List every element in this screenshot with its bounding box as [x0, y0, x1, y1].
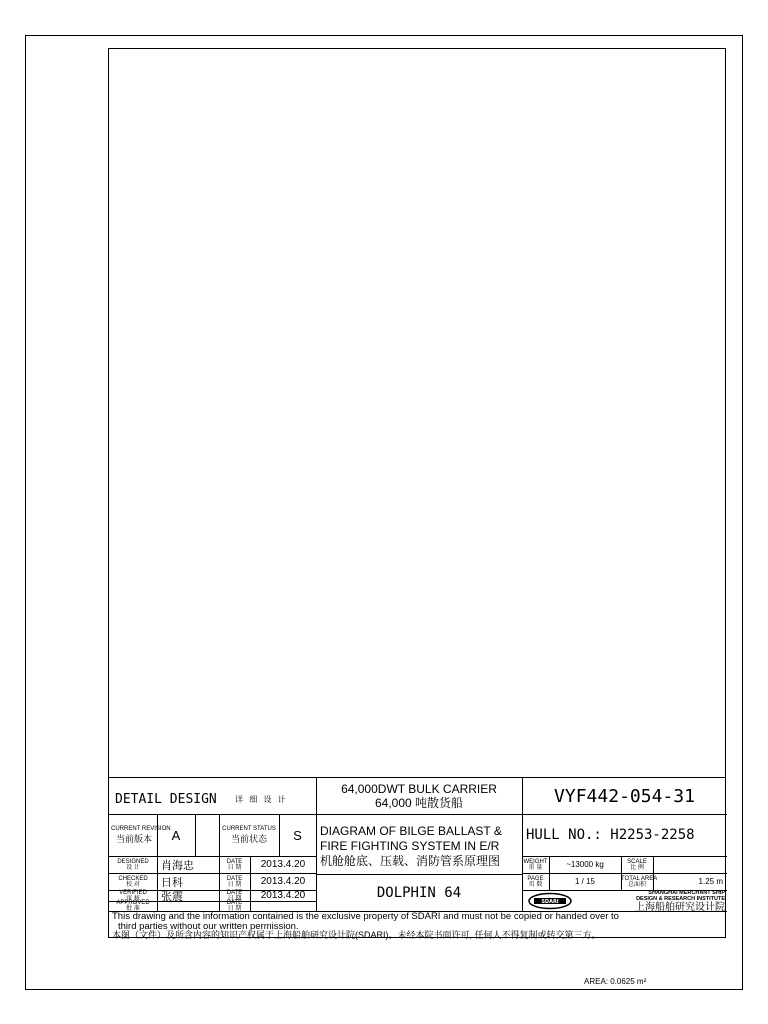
- status-value: S: [293, 827, 302, 843]
- hull-number: HULL NO.: H2253-2258: [526, 827, 695, 843]
- revision-value: A: [171, 827, 181, 843]
- project-name: [316, 778, 522, 814]
- drawing-title-en-1: DIAGRAM OF BILGE BALLAST &: [320, 823, 502, 838]
- project-name-en: 64,000DWT BULK CARRIER: [341, 782, 497, 796]
- role-label-cn: 审 核: [126, 895, 140, 902]
- notice-cn: 本图（文件）及所含内容的知识产权属于上海船舶研究设计院(SDARI)。未经本院书面许可, 任何人不得复制或转交第三方。: [112, 930, 601, 940]
- role-label-cn: 批 准: [126, 906, 140, 912]
- revision-label: CURRENT REVISION 当前版本: [111, 825, 171, 844]
- page-value: 1 / 15: [574, 877, 595, 886]
- ship-name: DOLPHIN 64: [376, 884, 462, 901]
- notice-en-line-2: third parties without our written permission.: [118, 920, 299, 932]
- role-date: 2013.4.20: [260, 876, 306, 887]
- drawing-frame: [108, 48, 726, 938]
- role-label-cn: 设 计: [126, 864, 140, 871]
- project-name-cn: 64,000 吨散货船: [374, 796, 464, 810]
- scale-label: SCALE 比 例: [627, 859, 647, 871]
- copyright-notice: [112, 912, 726, 938]
- notice-en-line-1: This drawing and the information contained is the exclusive property of SDARI and must not be copied or handed over to: [112, 911, 619, 922]
- date-label-cn: 日 期: [227, 864, 242, 871]
- role-label-cn: 校 对: [126, 881, 140, 888]
- role-label: [109, 856, 157, 873]
- total-area-label: TOTAL AREA 总面积: [621, 876, 658, 888]
- role-name: 张震: [161, 890, 183, 903]
- role-date: [250, 901, 316, 911]
- status-label: CURRENT STATUS 当前状态: [222, 825, 276, 844]
- design-stage-cn: 详 细 设 计: [235, 795, 288, 804]
- sdari-logo: [527, 892, 573, 910]
- design-stage: DETAIL DESIGN: [115, 792, 217, 807]
- date-label-en: DATE: [226, 875, 243, 882]
- role-label-en: CHECKED: [118, 875, 148, 882]
- role-label-en: DESIGNED: [117, 858, 149, 865]
- weight-value: ~13000 kg: [566, 860, 604, 869]
- page-label: PAGE 页 数: [527, 876, 544, 888]
- drawing-title: [320, 818, 522, 874]
- date-label-en: DATE: [226, 858, 243, 865]
- role-name: 日科: [161, 876, 183, 889]
- total-area-value: 1.25 m: [698, 877, 723, 886]
- role-date: 2013.4.20: [260, 890, 306, 901]
- date-label-cn: 日 期: [227, 906, 242, 912]
- role-date: 2013.4.20: [260, 859, 306, 870]
- date-label-cn: 日 期: [227, 881, 242, 888]
- role-label: [109, 901, 157, 911]
- weight-label: WEIGHT 重 量: [523, 859, 548, 871]
- role-name: [161, 901, 219, 911]
- drawing-number: VYF442-054-31: [554, 785, 695, 807]
- role-label-en: VERIFIED: [119, 889, 147, 896]
- institute-name: SHANGHAI MERCHANT SHIP DESIGN & RESEARCH INSTITUTE 上海船舶研究设计院: [635, 889, 725, 913]
- date-label-en: DATE: [226, 889, 243, 896]
- drawing-title-en-2: FIRE FIGHTING SYSTEM IN E/R: [320, 838, 500, 853]
- drawing-title-cn: 机舱舱底、压载、消防管系原理图: [320, 853, 501, 868]
- date-label-cn: 日 期: [227, 895, 242, 902]
- title-block: [109, 777, 725, 938]
- svg-text:SDARI: SDARI: [541, 899, 559, 905]
- date-label-en: DATE: [226, 900, 243, 906]
- role-label-en: APPROVED: [116, 900, 150, 906]
- area-label: AREA: 0.0625 m²: [584, 977, 647, 986]
- date-label: [219, 901, 250, 911]
- date-label: [219, 873, 250, 890]
- scale-value: [653, 856, 727, 873]
- date-label: [219, 856, 250, 873]
- role-name: 肖海忠: [161, 859, 194, 872]
- role-label: [109, 873, 157, 890]
